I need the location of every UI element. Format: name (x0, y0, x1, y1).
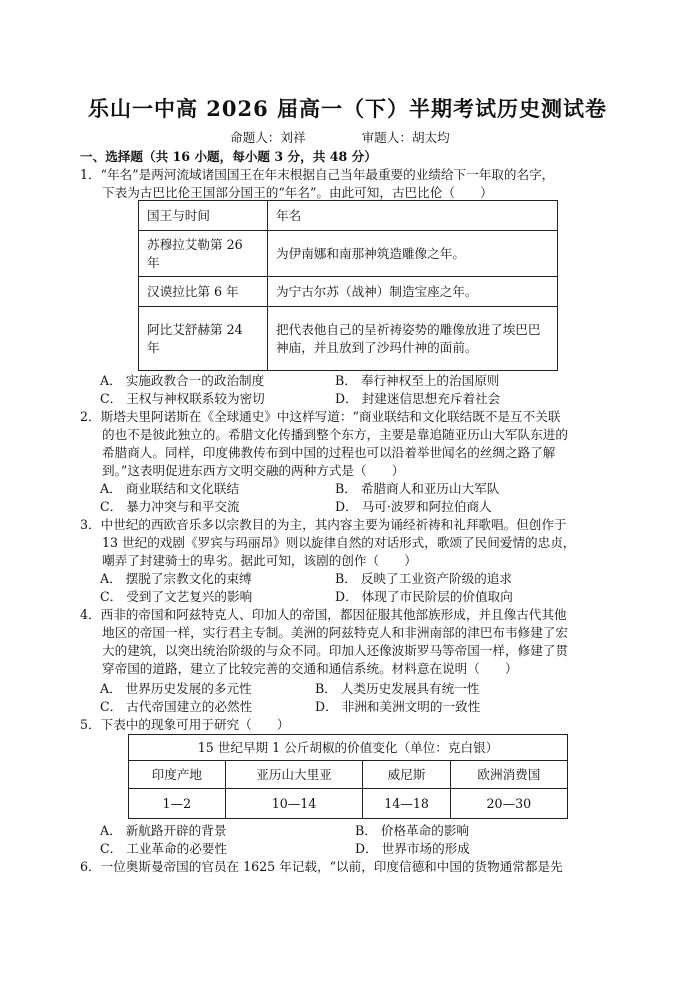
table-cell: 14—18 (363, 789, 450, 819)
table-caption: 15 世纪早期 1 公斤胡椒的价值变化（单位：克白银） (129, 735, 568, 761)
reviewer: 审题人：胡太均 (361, 130, 450, 145)
option-c[interactable]: C． 王权与神权联系较为密切 (100, 391, 265, 406)
q1-options (100, 372, 620, 408)
question-3 (80, 516, 625, 570)
option-a[interactable]: A． 摆脱了宗教文化的束缚 (100, 571, 252, 586)
q1-line2: 下表为古巴比伦王国部分国王的“年名”。由此可知，古巴比伦（ ） (102, 185, 493, 200)
table-header: 印度产地 (129, 761, 226, 789)
option-d[interactable]: D． 非洲和美洲文明的一致性 (315, 699, 481, 714)
table-header: 威尼斯 (363, 761, 450, 789)
q5-options (100, 822, 620, 858)
exam-title: 乐山一中高 2026 届高一（下）半期考试历史测试卷 (87, 96, 608, 121)
question-6 (80, 858, 625, 876)
q3-line: 3．中世纪的西欧音乐多以宗教目的为主，其内容主要为诵经祈祷和礼拜歌唱。但创作于 (80, 517, 567, 532)
q3-options (100, 570, 620, 606)
question-2 (80, 408, 625, 480)
table-cell: 20—30 (450, 789, 567, 819)
setter: 命题人：刘祥 (230, 130, 306, 145)
option-d[interactable]: D． 封建迷信思想充斥着社会 (335, 391, 501, 406)
q4-line: 大的建筑，以突出统治阶级的与众不同。印加人还像波斯罗马等帝国一样，修建了贯 (102, 643, 568, 658)
q5-table (128, 734, 568, 819)
option-c[interactable]: C． 工业革命的必要性 (100, 841, 227, 856)
table-header: 欧洲消费国 (450, 761, 567, 789)
table-cell: 为宁古尔苏（战神）制造宝座之年。 (268, 277, 558, 307)
table-cell: 10—14 (225, 789, 363, 819)
authors-line (230, 129, 450, 147)
question-4 (80, 606, 625, 678)
table-header: 年名 (268, 201, 558, 231)
q4-line: 穿帝国的道路，建立了比较完善的交通和通信系统。材料意在说明（ ） (102, 661, 518, 676)
q2-line: 希腊商人。同样，印度佛教传布到中国的过程也可以沿着举世闻名的丝绸之路了解 (102, 445, 556, 460)
q2-options (100, 480, 620, 516)
option-c[interactable]: C． 暴力冲突与和平交流 (100, 499, 240, 514)
q4-options (100, 680, 620, 716)
table-cell: 汉谟拉比第 6 年 (139, 277, 268, 307)
q1-table (138, 200, 558, 371)
option-a[interactable]: A． 商业联结和文化联结 (100, 481, 240, 496)
q3-line: 嘲弄了封建骑士的卑劣。据此可知，该剧的创作（ ） (102, 553, 417, 568)
question-5 (80, 716, 625, 734)
table-header: 国王与时间 (139, 201, 268, 231)
option-c[interactable]: C． 古代帝国建立的必然性 (100, 699, 253, 714)
table-cell: 把代表他自己的呈祈祷姿势的雕像放进了埃巴巴神庙，并且放到了沙玛什神的面前。 (268, 307, 558, 371)
table-cell: 为伊南娜和南那神筑造雕像之年。 (268, 231, 558, 277)
option-b[interactable]: B． 奉行神权至上的治国原则 (335, 373, 500, 388)
section-heading: 一、选择题（共 16 小题，每小题 3 分，共 48 分） (80, 149, 377, 164)
option-b[interactable]: B． 人类历史发展具有统一性 (315, 681, 480, 696)
table-cell: 阿比艾舒赫第 24 年 (139, 307, 268, 371)
option-b[interactable]: B． 价格革命的影响 (355, 823, 470, 838)
option-b[interactable]: B． 反映了工业资产阶级的追求 (335, 571, 512, 586)
q4-line: 地区的帝国一样，实行君主专制。美洲的阿兹特克人和非洲南部的津巴布韦修建了宏 (102, 625, 568, 640)
q2-line: 的也不是彼此独立的。希腊文化传播到整个东方，主要是靠追随亚历山大军队东进的 (102, 427, 568, 442)
q2-line: 2．斯塔夫里阿诺斯在《全球通史》中这样写道：“商业联结和文化联结既不是互不关联 (80, 409, 561, 424)
option-d[interactable]: D． 体现了市民阶层的价值取向 (335, 589, 513, 604)
q2-line: 到。”这表明促进东西方文明交融的两种方式是（ ） (102, 463, 405, 478)
table-cell: 1—2 (129, 789, 226, 819)
q6-line: 6．一位奥斯曼帝国的官员在 1625 年记载，“以前，印度信德和中国的货物通常都是先 (80, 859, 563, 874)
option-d[interactable]: D． 马可·波罗和阿拉伯商人 (335, 499, 492, 514)
option-c[interactable]: C． 受到了文艺复兴的影响 (100, 589, 253, 604)
option-a[interactable]: A． 世界历史发展的多元性 (100, 681, 252, 696)
option-a[interactable]: A． 实施政教合一的政治制度 (100, 373, 265, 388)
question-1 (80, 166, 625, 202)
q5-line: 5．下表中的现象可用于研究（ ） (80, 717, 290, 732)
option-d[interactable]: D． 世界市场的形成 (355, 841, 470, 856)
q3-line: 13 世纪的戏剧《罗宾与玛丽昂》则以旋律自然的对话形式，歌颂了民间爱情的忠贞， (102, 535, 576, 550)
q4-line: 4．西非的帝国和阿兹特克人、印加人的帝国，都因征服其他部族形成，并且像古代其他 (80, 607, 567, 622)
table-cell: 苏穆拉艾勒第 26 年 (139, 231, 268, 277)
table-header: 亚历山大里亚 (225, 761, 363, 789)
q1-line1: 1．“年名”是两河流域诸国国王在年末根据自己当年最重要的业绩给下一年取的名字， (80, 167, 555, 182)
option-b[interactable]: B． 希腊商人和亚历山大军队 (335, 481, 500, 496)
option-a[interactable]: A． 新航路开辟的背景 (100, 823, 227, 838)
